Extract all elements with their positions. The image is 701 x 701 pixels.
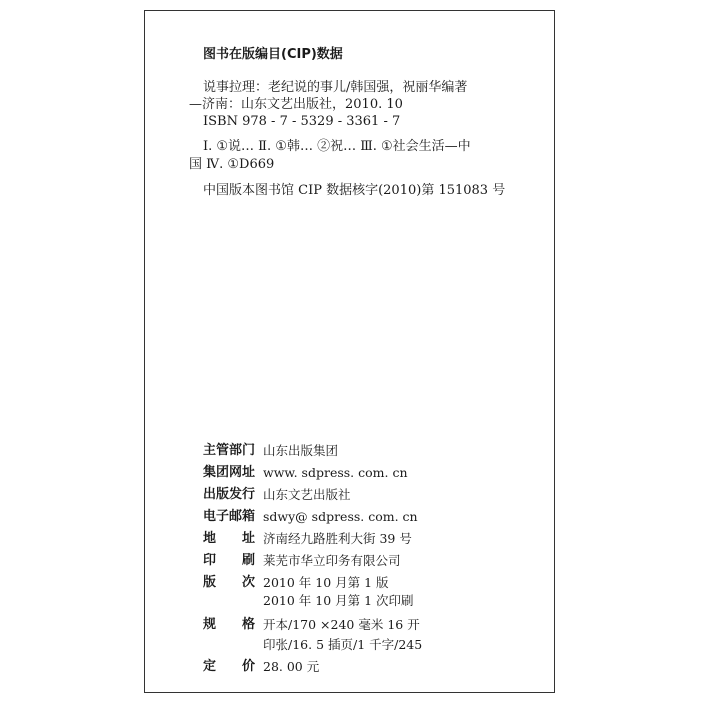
info-value: 莱芜市华立印务有限公司: [263, 553, 401, 568]
cip-title: 图书在版编目(CIP)数据: [203, 47, 343, 62]
info-label: 规 格: [203, 617, 256, 632]
info-value: sdwy@ sdpress. com. cn: [263, 509, 418, 524]
info-value: 印张/16. 5 插页/1 千字/245: [263, 637, 423, 652]
info-value: 济南经九路胜利大街 39 号: [263, 531, 412, 546]
info-label: 集团网址: [203, 465, 256, 480]
info-label: 版 次: [203, 575, 256, 590]
cip-line-publisher: —济南：山东文艺出版社，2010. 10: [189, 97, 403, 112]
info-label: 定 价: [203, 659, 256, 674]
info-value: 2010 年 10 月第 1 次印刷: [263, 593, 414, 608]
cip-line-isbn: ISBN 978 - 7 - 5329 - 3361 - 7: [203, 114, 401, 129]
info-value: 山东文艺出版社: [263, 487, 351, 502]
info-value: 山东出版集团: [263, 443, 339, 458]
info-value: www. sdpress. com. cn: [263, 465, 408, 480]
info-value: 开本/170 ×240 毫米 16 开: [263, 617, 420, 632]
cip-line-registration: 中国版本图书馆 CIP 数据核字(2010)第 151083 号: [203, 183, 506, 198]
cip-line-classification: Ⅰ. ①说… Ⅱ. ①韩… ②祝… Ⅲ. ①社会生活—中: [203, 139, 471, 154]
cip-line-title-author: 说事拉理：老纪说的事儿/韩国强，祝丽华编著: [203, 80, 468, 95]
info-label: 地 址: [203, 531, 256, 546]
info-label: 电子邮箱: [203, 509, 256, 524]
info-label: 出版发行: [203, 487, 256, 502]
info-label: 印 刷: [203, 553, 256, 568]
info-value: 28. 00 元: [263, 659, 320, 674]
info-label: 主管部门: [203, 443, 256, 458]
copyright-page: [144, 10, 555, 693]
info-value: 2010 年 10 月第 1 版: [263, 575, 389, 590]
cip-line-classification-cont: 国 Ⅳ. ①D669: [189, 157, 275, 172]
